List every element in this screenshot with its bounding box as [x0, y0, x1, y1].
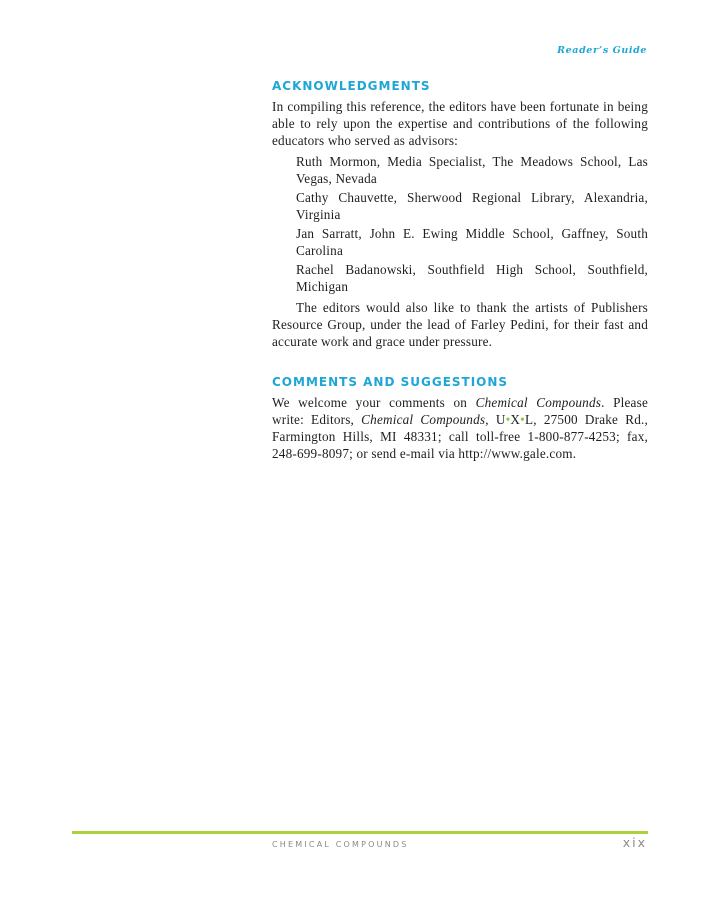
page-content — [272, 78, 648, 462]
comments-text: , — [485, 412, 496, 427]
footer-rule — [72, 831, 648, 834]
advisor-item: Jan Sarratt, John E. Ewing Middle School, Gaffney, South Carolina — [296, 226, 648, 258]
comments-heading: COMMENTS AND SUGGESTIONS — [272, 375, 509, 389]
acknowledgments-heading: ACKNOWLEDGMENTS — [272, 79, 431, 93]
footer-book-title: CHEMICAL COMPOUNDS — [272, 840, 409, 849]
comments-text: . Please write: Editors, — [272, 395, 648, 427]
publisher-letter: L — [524, 412, 534, 427]
book-title: Chemical Compounds — [361, 412, 486, 427]
publisher-letter: X — [510, 412, 521, 427]
advisor-item: Rachel Badanowski, Southfield High School, Southfield, Michigan — [296, 262, 648, 294]
acknowledgments-intro: In compiling this reference, the editors have been fortunate in being able to rely upon the expertise and contributions of the following educators who served as advisors: — [272, 99, 648, 148]
page-number: xix — [622, 835, 647, 850]
acknowledgments-thanks: The editors would also like to thank the artists of Publishers Resource Group, under the lead of Farley Pedini, for their fast and accurate work and grace under pressure. — [272, 300, 648, 349]
running-head: Reader’s Guide — [557, 45, 647, 56]
comments-text: We welcome your comments on — [272, 395, 476, 410]
advisor-item: Ruth Mormon, Media Specialist, The Meadows School, Las Vegas, Nevada — [296, 154, 648, 186]
advisor-item: Cathy Chauvette, Sherwood Regional Library, Alexandria, Virginia — [296, 190, 648, 222]
section-spacer — [272, 350, 648, 374]
advisors-list — [272, 153, 648, 295]
publisher-dot: • — [520, 412, 525, 427]
comments-paragraph — [272, 394, 648, 462]
book-title: Chemical Compounds — [475, 395, 602, 410]
publisher-letter: U — [495, 412, 506, 427]
comments-contact: , 27500 Drake Rd., Farmington Hills, MI 48331; call toll-free 1-800-877-4253; fax, 248-699-8097; or send e-mail via http://www.gale.com. — [272, 412, 648, 461]
publisher-dot: • — [505, 412, 511, 427]
